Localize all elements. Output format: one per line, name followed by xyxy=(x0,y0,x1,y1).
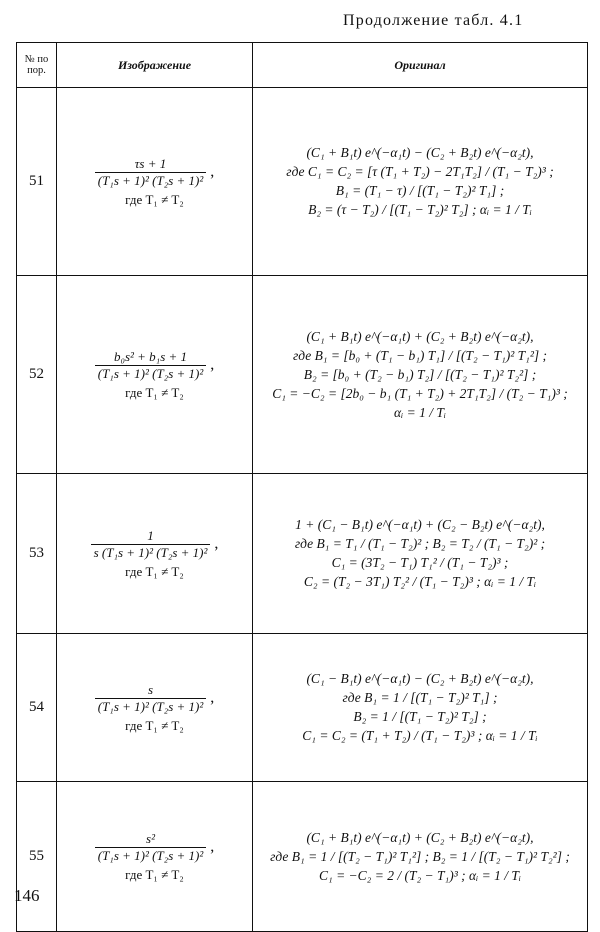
row-number: 52 xyxy=(17,276,57,474)
original-formula-line: где B₁ = T₁ / (T₁ − T₂)² ; B₂ = T₂ / (T₁ − T₂)² ; xyxy=(294,536,546,551)
original-formula-line: (C₁ + B₁t) e^(−α₁t) + (C₂ + B₂t) e^(−α₂t), xyxy=(306,829,534,845)
image-fraction xyxy=(95,682,207,715)
image-cell: $\frac{\text{b₀s² + b₁s + 1}}{\text{(T₁s + 1)² (T₂s + 1)²}}$ , где T₁ ≠ T₂ xyxy=(57,276,253,474)
image-fraction xyxy=(95,349,207,382)
original-formula-line: B₁ = (T₁ − τ) / [(T₁ − T₂)² T₁] ; xyxy=(335,183,505,198)
image-numerator: b₀s² + b₁s + 1 xyxy=(113,348,188,364)
column-header-num: № по пор. xyxy=(17,43,57,88)
image-fraction xyxy=(95,831,207,864)
original-cell xyxy=(253,88,588,276)
original-formula-line: (C₁ + B₁t) e^(−α₁t) + (C₂ + B₂t) e^(−α₂t), xyxy=(306,328,534,344)
original-formula-line: C₁ = C₂ = (T₁ + T₂) / (T₁ − T₂)³ ; αᵢ = 1 / Tᵢ xyxy=(302,728,538,743)
original-formula-line: где C₁ = C₂ = [τ (T₁ + T₂) − 2T₁T₂] / (T₁ − T₂)³ ; xyxy=(286,164,554,179)
image-condition: где T₁ ≠ T₂ xyxy=(125,563,184,579)
image-cell: $\frac{s}{\text{(T₁s + 1)² (T₂s + 1)²}}$ , где T₁ ≠ T₂ xyxy=(57,634,253,782)
original-formula-line: C₁ = −C₂ = 2 / (T₂ − T₁)³ ; αᵢ = 1 / Tᵢ xyxy=(319,867,521,883)
table-row xyxy=(17,782,588,932)
image-numerator: s² xyxy=(146,830,155,846)
image-denominator: (T₁s + 1)² (T₂s + 1)² xyxy=(95,172,207,189)
original-formula-line: B₂ = (τ − T₂) / [(T₁ − T₂)² T₂] ; αᵢ = 1 / Tᵢ xyxy=(308,202,532,217)
image-cell: $\frac{\tau s + 1}{\text{(T₁s + 1)² (T₂s + 1)²}}$ , где T₁ ≠ T₂ xyxy=(57,88,253,276)
original-formula-line: где B₁ = 1 / [(T₂ − T₁)² T₁²] ; B₂ = 1 / [(T₂ − T₁)² T₂²] ; xyxy=(270,848,570,864)
image-condition: где T₁ ≠ T₂ xyxy=(125,191,184,207)
column-header-original: Оригинал xyxy=(253,43,588,88)
original-formula-line: αᵢ = 1 / Tᵢ xyxy=(394,404,446,420)
image-denominator: (T₁s + 1)² (T₂s + 1)² xyxy=(95,698,207,715)
row-number: 51 xyxy=(17,88,57,276)
image-denominator: s (T₁s + 1)² (T₂s + 1)² xyxy=(91,544,211,561)
image-fraction xyxy=(95,156,207,189)
table-row xyxy=(17,474,588,634)
image-cell: $\frac{\text{s²}}{\text{(T₁s + 1)² (T₂s + 1)²}}$ , где T₁ ≠ T₂ xyxy=(57,782,253,932)
original-formula-line: 1 + (C₁ − B₁t) e^(−α₁t) + (C₂ − B₂t) e^(−α₂t), xyxy=(295,517,545,532)
original-formula-line: где B₁ = 1 / [(T₁ − T₂)² T₁] ; xyxy=(342,690,498,705)
row-number: 55 xyxy=(17,782,57,932)
table-header-row xyxy=(17,43,588,88)
image-denominator: (T₁s + 1)² (T₂s + 1)² xyxy=(95,365,207,382)
original-formula-line: C₁ = −C₂ = [2b₀ − b₁ (T₁ + T₂) + 2T₁T₂] / (T₂ − T₁)³ ; xyxy=(272,385,568,401)
image-condition: где T₁ ≠ T₂ xyxy=(125,717,184,733)
original-formula-line: B₂ = [b₀ + (T₂ − b₁) T₂] / [(T₂ − T₁)² T₂²] ; xyxy=(303,366,537,382)
column-header-image: Изображение xyxy=(57,43,253,88)
table-body xyxy=(17,88,588,932)
original-formula-line: C₂ = (T₂ − 3T₁) T₂² / (T₁ − T₂)³ ; αᵢ = 1 / Tᵢ xyxy=(303,574,537,589)
original-cell xyxy=(253,276,588,474)
original-formula-line: C₁ = (3T₂ − T₁) T₁² / (T₁ − T₂)³ ; xyxy=(331,555,509,570)
original-cell xyxy=(253,782,588,932)
original-cell xyxy=(253,474,588,634)
image-numerator: s xyxy=(147,681,154,697)
original-cell xyxy=(253,634,588,782)
image-condition: где T₁ ≠ T₂ xyxy=(125,866,184,882)
image-condition: где T₁ ≠ T₂ xyxy=(125,384,184,400)
image-cell: $\frac{1}{\text{s (T₁s + 1)² (T₂s + 1)²}}$ , где T₁ ≠ T₂ xyxy=(57,474,253,634)
row-number: 53 xyxy=(17,474,57,634)
image-numerator: τs + 1 xyxy=(134,155,167,171)
transform-table xyxy=(16,42,588,932)
image-denominator: (T₁s + 1)² (T₂s + 1)² xyxy=(95,847,207,864)
image-fraction xyxy=(91,528,211,561)
table-row xyxy=(17,88,588,276)
image-numerator: 1 xyxy=(147,527,154,543)
row-number: 54 xyxy=(17,634,57,782)
original-formula-line: B₂ = 1 / [(T₁ − T₂)² T₂] ; xyxy=(353,709,487,724)
table-row xyxy=(17,634,588,782)
original-formula-line: (C₁ − B₁t) e^(−α₁t) − (C₂ + B₂t) e^(−α₂t), xyxy=(306,671,534,686)
original-formula-line: где B₁ = [b₀ + (T₁ − b₁) T₁] / [(T₂ − T₁)² T₁²] ; xyxy=(292,347,548,363)
original-formula-line: (C₁ + B₁t) e^(−α₁t) − (C₂ + B₂t) e^(−α₂t), xyxy=(306,145,534,160)
table-row xyxy=(17,276,588,474)
continuation-header: Продолжение табл. 4.1 xyxy=(343,12,524,29)
page-number: 146 xyxy=(14,886,40,905)
